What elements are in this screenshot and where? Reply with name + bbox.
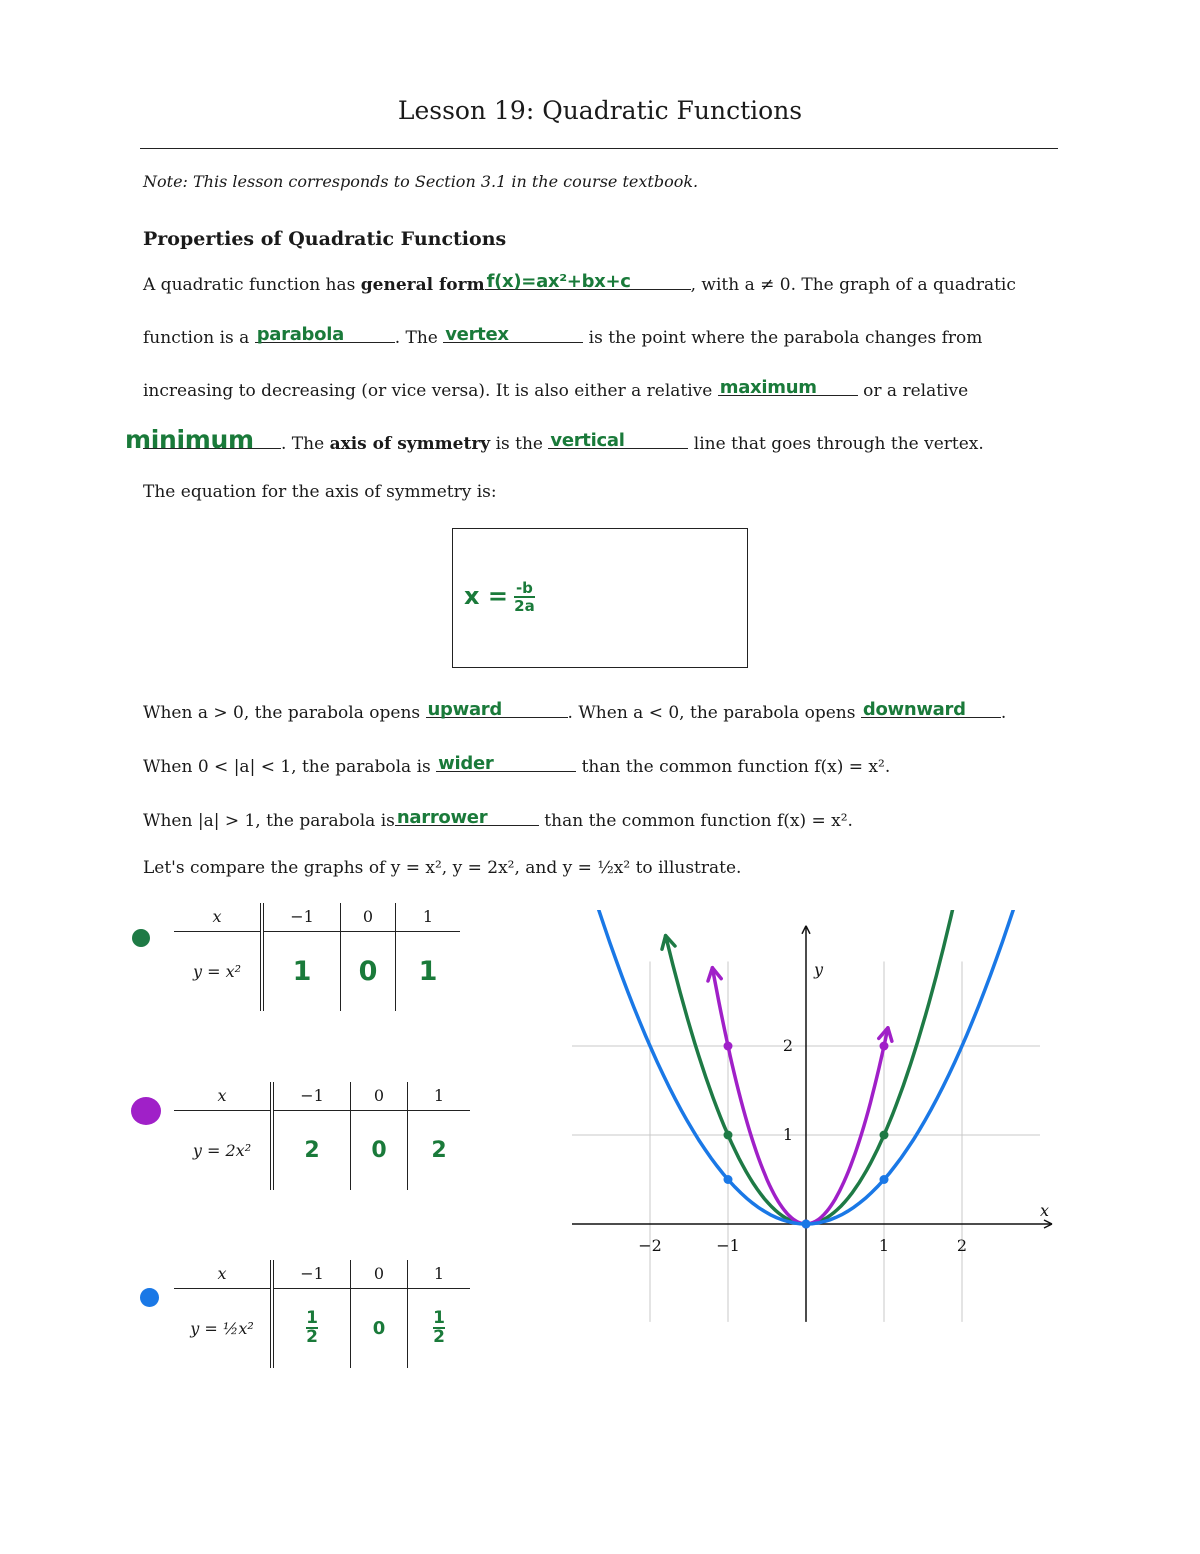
x-tick-label: −1 <box>716 1236 740 1255</box>
table-header-cell: 1 <box>408 1260 471 1288</box>
paragraph-line-1 <box>143 270 1016 295</box>
section-heading: Properties of Quadratic Functions <box>143 228 507 250</box>
x-tick-label: −2 <box>638 1236 662 1255</box>
blank-upward[interactable] <box>426 698 568 718</box>
text: . The <box>281 434 325 454</box>
axis-formula <box>464 580 535 614</box>
table-value: 0 <box>341 931 396 1011</box>
handwritten-answer: vertical <box>550 430 625 451</box>
title-rule <box>140 148 1058 149</box>
x-axis-label: x <box>1040 1201 1050 1220</box>
table-value-cell <box>408 1288 471 1368</box>
text: or a relative <box>863 381 969 401</box>
handwritten-answer: maximum <box>719 377 817 398</box>
text: A quadratic function has <box>143 275 356 295</box>
table-value: 0 <box>351 1110 408 1190</box>
formula-lhs: x = <box>464 582 508 610</box>
term-general-form: general form <box>360 275 485 295</box>
series-dot-green <box>132 929 150 947</box>
table-value: $\frac{1}{2}$ <box>433 1308 445 1348</box>
handwritten-answer: downward <box>862 699 966 720</box>
text: is the <box>495 434 543 454</box>
curve-2 <box>712 968 888 1224</box>
blank-vertical[interactable] <box>548 429 688 449</box>
handwritten-answer: minimum <box>125 425 254 454</box>
table-value: 2 <box>272 1110 351 1190</box>
blank-vertex[interactable] <box>443 323 583 343</box>
text: When 0 < |a| < 1, the parabola is <box>143 757 431 777</box>
table-value: $\frac{1}{2}$ <box>306 1308 318 1348</box>
page-title: Lesson 19: Quadratic Functions <box>397 96 803 125</box>
blank-wider[interactable] <box>436 752 576 772</box>
table-value: 1 <box>262 931 341 1011</box>
handwritten-answer: narrower <box>396 807 488 828</box>
text: . When a < 0, the parabola opens <box>567 703 856 723</box>
table-header-cell: 1 <box>396 903 461 931</box>
text: When a > 0, the parabola opens <box>143 703 421 723</box>
curve-1 <box>666 910 959 1224</box>
handwritten-answer: upward <box>427 699 502 720</box>
blank-minimum[interactable] <box>125 425 281 454</box>
x-tick-label: 2 <box>956 1236 968 1255</box>
handwritten-answer: parabola <box>256 324 344 345</box>
y-axis-label: y <box>814 959 824 979</box>
table-header-cell: −1 <box>272 1082 351 1110</box>
table-value: 2 <box>431 1137 447 1163</box>
text: . <box>1000 703 1007 723</box>
blank-downward[interactable] <box>861 698 1001 718</box>
data-point <box>880 1042 889 1051</box>
term-axis-of-symmetry: axis of symmetry <box>329 434 491 454</box>
data-point <box>802 1220 811 1229</box>
numerator: -b <box>515 579 533 597</box>
table-header-cell: 1 <box>408 1082 471 1110</box>
handwritten-answer: vertex <box>445 324 509 345</box>
table-value: 1 <box>418 955 438 987</box>
curve-3 <box>556 910 1032 1224</box>
table-header-x: x <box>174 1260 272 1288</box>
paragraph-line-5: The equation for the axis of symmetry is: <box>143 482 497 502</box>
data-point <box>724 1175 733 1184</box>
formula-fraction <box>514 580 535 614</box>
text: increasing to decreasing (or vice versa). It is also either a relative <box>143 381 713 401</box>
denominator: 2a <box>514 597 535 615</box>
paragraph-line-9: Let's compare the graphs of y = x², y = 2x², and y = ½x² to illustrate. <box>143 858 742 878</box>
paragraph-line-7 <box>143 752 890 777</box>
value-table-half-x2 <box>174 1260 470 1368</box>
lesson-note: Note: This lesson corresponds to Section 3.1 in the course textbook. <box>143 172 699 191</box>
data-point <box>724 1131 733 1140</box>
table-header-cell: 0 <box>341 903 396 931</box>
parabola-graph <box>540 910 1060 1330</box>
table-header-cell: 0 <box>351 1082 408 1110</box>
table-header-x: x <box>174 1082 272 1110</box>
text: When |a| > 1, the parabola is <box>143 811 395 831</box>
blank-maximum[interactable] <box>718 376 858 396</box>
table-header-x: x <box>174 903 262 931</box>
text: than the common function f(x) = x². <box>544 811 853 831</box>
value-table-2x2 <box>174 1082 470 1190</box>
series-dot-purple <box>131 1097 161 1125</box>
handwritten-answer: f(x)=ax²+bx+c <box>486 271 631 292</box>
y-tick-label: 1 <box>782 1125 794 1144</box>
table-row-label: y = x² <box>174 931 262 1011</box>
table-header-cell: 0 <box>351 1260 408 1288</box>
text: , with a ≠ 0. The graph of a quadratic <box>690 275 1016 295</box>
data-point <box>880 1131 889 1140</box>
paragraph-line-6 <box>143 698 1006 723</box>
table-header-cell: −1 <box>272 1260 351 1288</box>
x-tick-label: 1 <box>878 1236 890 1255</box>
data-point <box>724 1042 733 1051</box>
table-row-label: y = 2x² <box>174 1110 272 1190</box>
value-table-x2 <box>174 903 460 1011</box>
blank-parabola[interactable] <box>255 323 395 343</box>
paragraph-line-8 <box>143 806 853 831</box>
text: function is a <box>143 328 250 348</box>
text: is the point where the parabola changes from <box>588 328 983 348</box>
table-header-cell: −1 <box>262 903 341 931</box>
blank-general-form[interactable] <box>485 270 691 290</box>
paragraph-line-3 <box>143 376 968 401</box>
table-row-label: y = ½x² <box>174 1288 272 1368</box>
blank-narrower[interactable] <box>395 806 539 826</box>
y-tick-label: 2 <box>782 1036 794 1055</box>
handwritten-answer: wider <box>438 753 494 774</box>
text: . The <box>394 328 438 348</box>
series-dot-blue <box>140 1288 159 1307</box>
data-point <box>880 1175 889 1184</box>
text: line that goes through the vertex. <box>693 434 984 454</box>
text: than the common function f(x) = x². <box>581 757 891 777</box>
table-value: 0 <box>351 1288 408 1368</box>
paragraph-line-2 <box>143 323 982 348</box>
paragraph-line-4 <box>125 425 984 454</box>
table-value-cell <box>272 1288 351 1368</box>
